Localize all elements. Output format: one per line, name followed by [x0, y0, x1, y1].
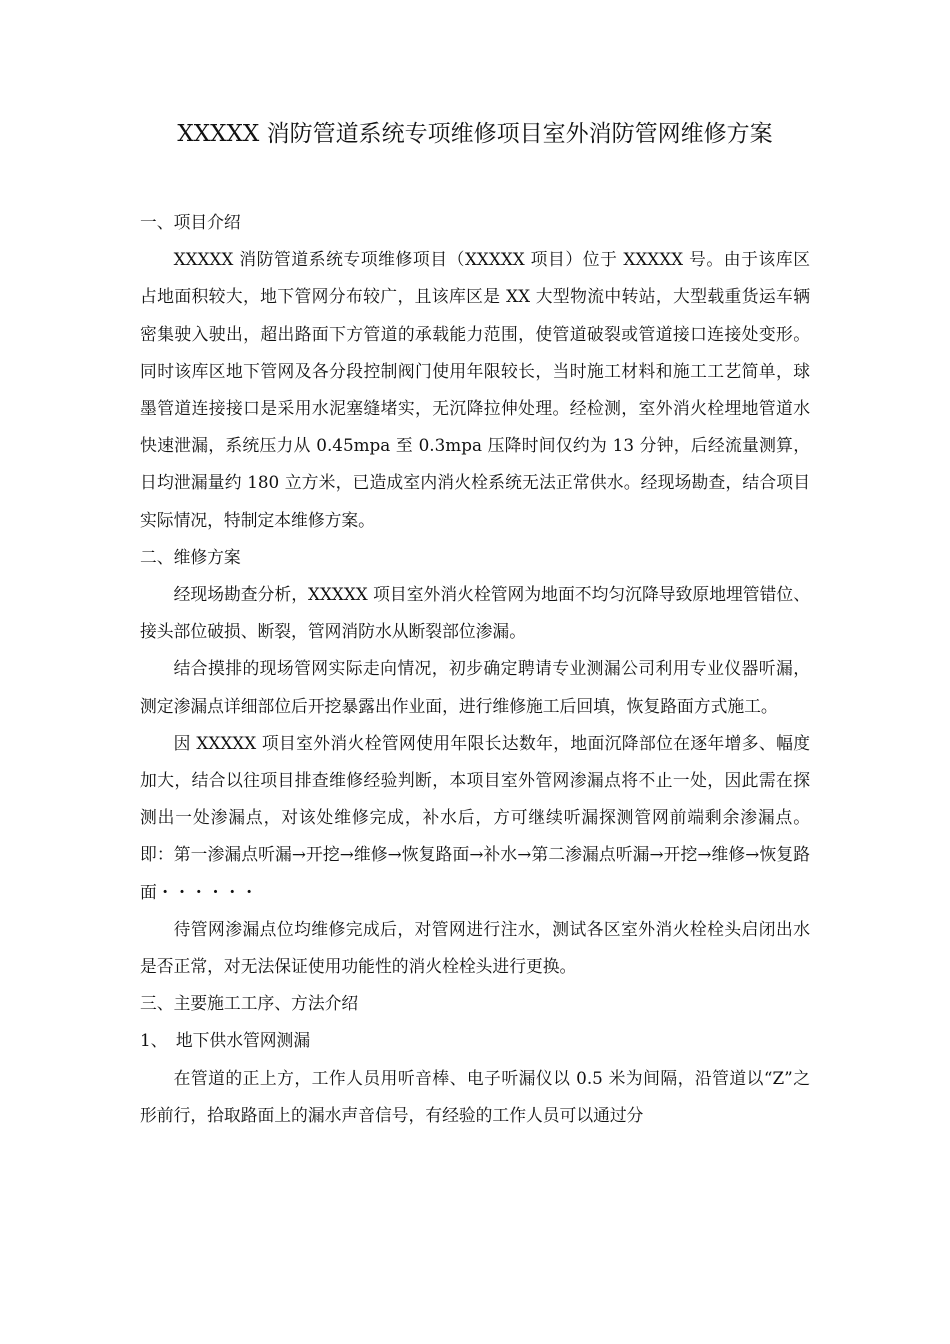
paragraph-project-intro: XXXXX 消防管道系统专项维修项目（XXXXX 项目）位于 XXXXX 号。由于该库区占地面积较大，地下管网分布较广，且该库区是 XX 大型物流中转站，大型载重货运车辆密集驶入驶出，超出路面下方管道的承载能力范围，使管道破裂或管道接口连接处变形。同时该库区地下管网及各分段控制阀门使用年限较长，当时施工材料和施工工艺简单，球墨管道连接接口是采用水泥塞缝堵实，无沉降拉伸处理。经检测，室外消火栓埋地管道水快速泄漏，系统压力从 0.45mpa 至 0.3mpa 压降时间仅约为 13 分钟，后经流量测算，日均泄漏量约 180 立方米，已造成室内消火栓系统无法正常供水。经现场勘查，结合项目实际情况，特制定本维修方案。 — [140, 249, 810, 530]
section-heading-project-intro: 一、项目介绍 — [140, 212, 241, 232]
paragraph-repair-method: 结合摸排的现场管网实际走向情况，初步确定聘请专业测漏公司利用专业仪器听漏，测定渗漏点详细部位后开挖暴露出作业面，进行维修施工后回填，恢复路面方式施工。 — [140, 658, 810, 716]
section-heading-construction-process: 三、主要施工工序、方法介绍 — [140, 993, 359, 1014]
document-body — [140, 204, 810, 1134]
paragraph-repair-testing: 待管网渗漏点位均维修完成后，对管网进行注水，测试各区室外消火栓栓头启闭出水是否正常，对无法保证使用功能性的消火栓栓头进行更换。 — [140, 918, 810, 977]
paragraph-leak-detection: 在管道的正上方，工作人员用听音棒、电子听漏仪以 0.5 米为间隔，沿管道以“Z”之形前行，拾取路面上的漏水声音信号，有经验的工作人员可以通过分 — [140, 1067, 810, 1125]
subsection-heading-leak-detection: 1、 地下供水管网测漏 — [140, 1030, 311, 1051]
section-heading-repair-plan: 二、维修方案 — [140, 546, 241, 567]
document-title: XXXXX 消防管道系统专项维修项目室外消防管网维修方案 — [177, 121, 773, 147]
paragraph-repair-sequence: 因 XXXXX 项目室外消火栓管网使用年限长达数年，地面沉降部位在逐年增多、幅度加大，结合以往项目排查维修经验判断，本项目室外管网渗漏点将不止一处，因此需在探测出一处渗漏点，对该处维修完成，补水后，方可继续听漏探测管网前端剩余渗漏点。即：第一渗漏点听漏→开挖→维修→恢复路面→补水→第二渗漏点听漏→开挖→维修→恢复路面・・・・・・ — [140, 732, 810, 902]
paragraph-repair-analysis: 经现场勘查分析，XXXXX 项目室外消火栓管网为地面不均匀沉降导致原地埋管错位、接头部位破损、断裂，管网消防水从断裂部位渗漏。 — [140, 584, 810, 642]
